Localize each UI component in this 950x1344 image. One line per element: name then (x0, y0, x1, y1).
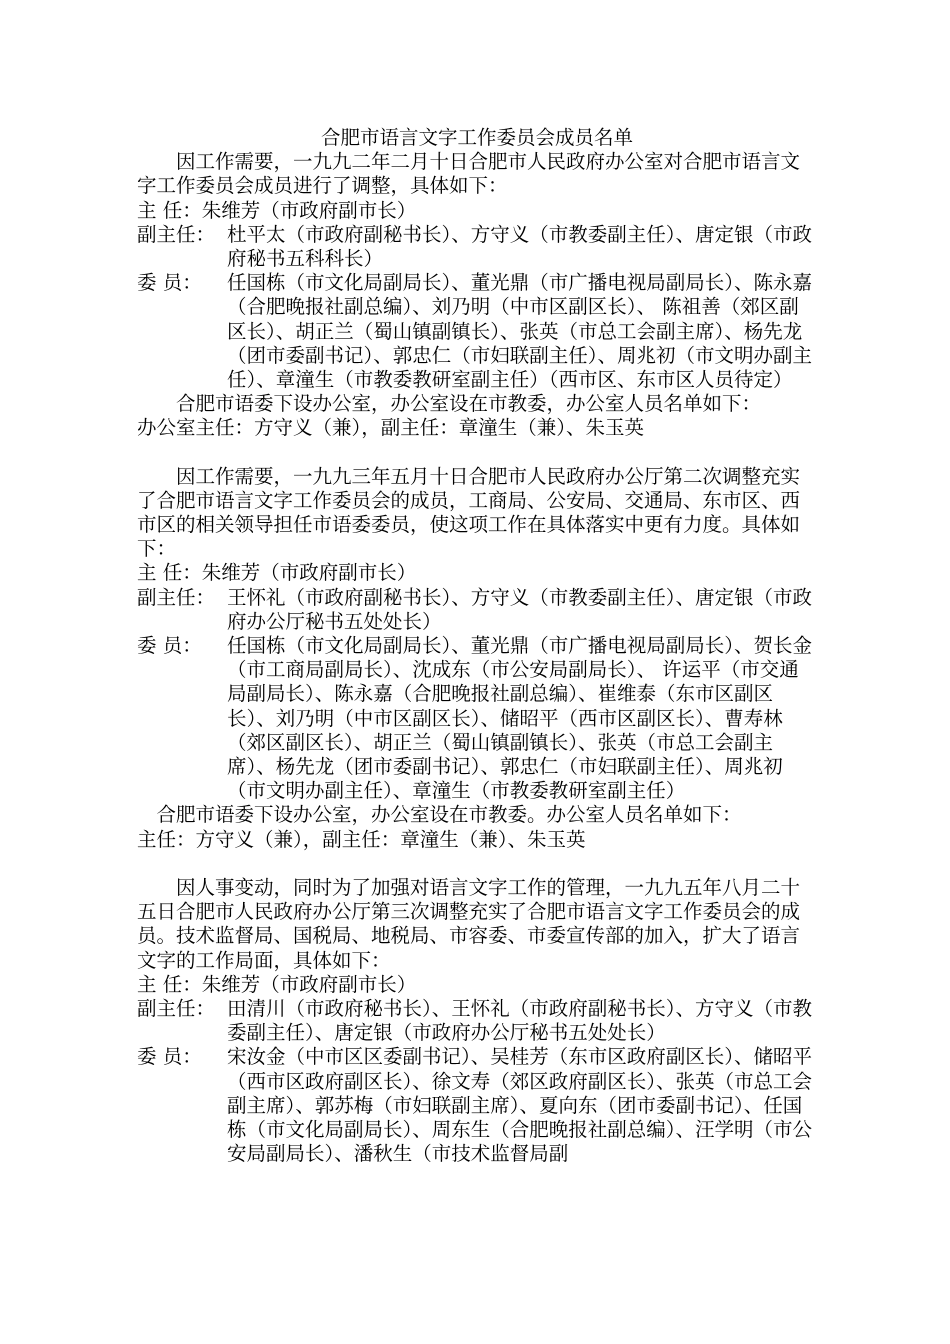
document-title: 合肥市语言文字工作委员会成员名单 (320, 126, 633, 149)
deputy-value: 王怀礼（市政府副秘书长）、方守义（市教委副主任）、唐定银（市政府办公厅秘书五处处长） (227, 585, 813, 633)
members-value: 宋汝金（中市区区委副书记）、吴桂芳（东市区政府副区长）、储昭平（西市区政府副区长）、徐文寿（郊区政府副区长）、张英（市总工会副主席）、郭苏梅（市妇联副主席）、夏向东（团市委副书记）、任国栋（市文化局副局长）、周东生（合肥晚报社副总编）、汪学明（市公安局副局长）、潘秋生（市技术监督局副 (227, 1045, 813, 1166)
deputy-line (137, 997, 817, 1045)
director-line (137, 561, 817, 585)
members-line (137, 1045, 817, 1166)
director-line (137, 973, 817, 997)
section-gap (137, 441, 817, 465)
director-value: 朱维芳（市政府副市长） (201, 972, 417, 996)
director-value: 朱维芳（市政府副市长） (201, 561, 417, 585)
section-1992 (137, 150, 817, 440)
section-intro: 因工作需要，一九九三年五月十日合肥市人民政府办公厅第二次调整充实了合肥市语言文字工作委员会的成员，工商局、公安局、交通局、东市区、西市区的相关领导担任市语委委员，使这项工作在具体落实中更有力度。具体如下： (137, 464, 801, 561)
members-label: 委 员： (137, 1045, 202, 1069)
director-value: 朱维芳（市政府副市长） (201, 198, 417, 222)
members-label: 委 员： (137, 271, 202, 295)
deputy-value: 杜平太（市政府副秘书长）、方守义（市教委副主任）、唐定银（市政府秘书五科科长） (227, 222, 813, 271)
deputy-label: 副主任： (137, 996, 216, 1020)
deputy-value: 田清川（市政府秘书长）、王怀礼（市政府副秘书长）、方守义（市教委副主任）、唐定银（市政府办公厅秘书五处处长） (227, 996, 813, 1045)
director-line (137, 199, 817, 223)
deputy-line (137, 586, 817, 634)
members-line (137, 634, 817, 803)
members-value: 任国栋（市文化局副局长）、董光鼎（市广播电视局副局长）、陈永嘉（合肥晚报社副总编）、刘乃明（中市区副区长）、 陈祖善（郊区副区长）、胡正兰（蜀山镇副镇长）、张英（市总工会副主席）、杨先龙（团市委副书记）、郭忠仁（市妇联副主任）、周兆初（市文明办副主任）、章潼生（市教委教研室副主任）（西市区、东市区人员待定） (227, 271, 813, 392)
document-page (137, 126, 817, 1166)
section-1993 (137, 465, 817, 852)
section-1995 (137, 876, 817, 1166)
section-intro: 因人事变动，同时为了加强对语言文字工作的管理，一九九五年八月二十五日合肥市人民政府办公厅第三次调整充实了合肥市语言文字工作委员会的成员。技术监督局、国税局、地税局、市容委、市委宣传部的加入，扩大了语言文字的工作局面，具体如下： (137, 875, 801, 972)
members-value: 任国栋（市文化局副局长）、董光鼎（市广播电视局副局长）、贺长金（市工商局副局长）、沈成东（市公安局副局长）、 许运平（市交通局副局长）、陈永嘉（合肥晚报社副总编）、崔维泰（东市区副区长）、刘乃明（中市区副区长）、储昭平（西市区副区长）、曹寿林（郊区副区长）、胡正兰（蜀山镇副镇长）、张英（市总工会副主席）、杨先龙（团市委副书记）、郭忠仁（市妇联副主任）、周兆初（市文明办副主任）、章潼生（市教委教研室副主任） (227, 634, 813, 803)
deputy-line (137, 223, 817, 271)
section-gap (137, 852, 817, 876)
office-staff: 办公室主任：方守义（兼），副主任：章潼生（兼）、朱玉英 (137, 416, 645, 440)
director-label: 主 任： (137, 972, 202, 996)
office-note: 合肥市语委下设办公室，办公室设在市教委，办公室人员名单如下： (176, 392, 762, 416)
deputy-label: 副主任： (137, 585, 216, 609)
members-line (137, 271, 817, 392)
deputy-label: 副主任： (137, 222, 216, 246)
members-label: 委 员： (137, 634, 202, 658)
director-label: 主 任： (137, 561, 202, 585)
office-note: 合肥市语委下设办公室，办公室设在市教委。办公室人员名单如下： (156, 803, 742, 827)
office-staff: 主任：方守义（兼），副主任：章潼生（兼）、朱玉英 (137, 827, 586, 851)
section-intro: 因工作需要，一九九二年二月十日合肥市人民政府办公室对合肥市语言文字工作委员会成员进行了调整，具体如下： (137, 150, 801, 198)
director-label: 主 任： (137, 198, 202, 222)
